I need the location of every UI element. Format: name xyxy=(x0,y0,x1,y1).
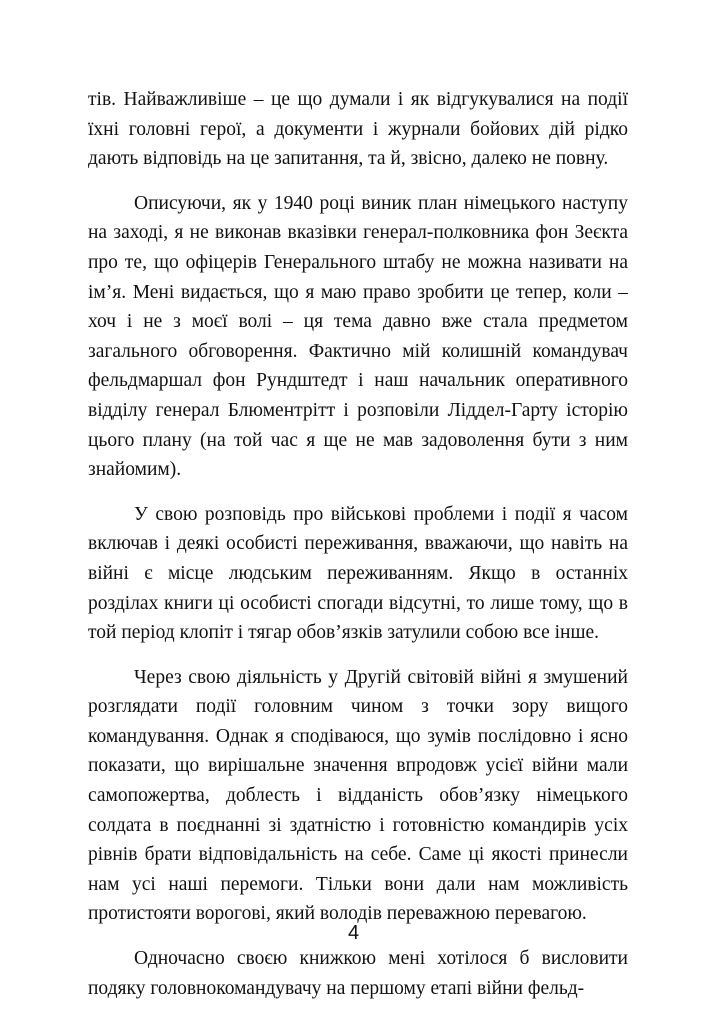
paragraph-2: Описуючи, як у 1940 році виник план німецького наступу на заході, я не виконав вказівки генерал-полковника фон Зеєкта про те, що офіцерів Генерального штабу не можна називати на ім’я. Мені видається, що я маю право зробити це тепер, коли – хоч і не з моєї волі – ця тема давно вже стала предметом загального обговорення. Фактично мій колишній командувач фельдмаршал фон Рундштедт і наш начальник оперативного відділу генерал Блюментрітт і розповіли Ліддел-Гарту історію цього плану (на той час я ще не мав задоволення бути з ним знайомим). xyxy=(88,192,628,481)
body-text xyxy=(88,85,628,1018)
paragraph-4: Через свою діяльність у Другій світовій війні я змушений розглядати події головним чином з точки зору вищого командування. Однак я сподіваюся, що зумів послідовно і ясно показати, що вирішальне значення впродовж усієї війни мали самопожертва, доблесть і відданість обов’язку німецького солдата в поєднанні зі здатністю і готовністю командирів усіх рівнів брати відповідальність на себе. Саме ці якості принесли нам усі наші перемоги. Тільки вони дали нам можливість протистояти ворогові, який володів переважною перевагою. xyxy=(88,666,628,925)
paragraph-1: тів. Найважливіше – це що думали і як відгукувалися на події їхні головні герої, а документи і журнали бойових дій рідко дають відповідь на це запитання, та й, звісно, далеко не повну. xyxy=(88,89,628,170)
paragraph-5: Одночасно своєю книжкою мені хотілося б висловити подяку головнокомандувачу на першому етапі війни фельд- xyxy=(88,948,628,999)
page-number: 4 xyxy=(347,922,360,944)
paragraph-3: У свою розповідь про військові проблеми і події я часом включав і деякі особисті переживання, вважаючи, що навіть на війні є місце людським переживанням. Якщо в останніх розділах книги ці особисті спогади відсутні, то лише тому, що в той період клопіт і тягар обов’язків затулили собою все інше. xyxy=(88,503,628,644)
